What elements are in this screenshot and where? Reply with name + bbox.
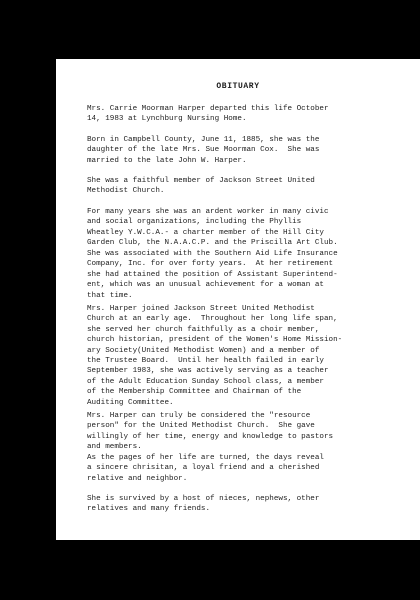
document-page: [56, 59, 420, 540]
document-title: OBITUARY: [216, 82, 260, 91]
paragraph-career: She was associated with the Southern Aid Life Insurance Company, Inc. for over forty years. At her retirement she had attained the position of Assistant Superintend- ent, which was an unusual achievement for a woman at that time.: [87, 250, 338, 300]
paragraph-membership: She was a faithful member of Jackson Street United Methodist Church.: [87, 177, 315, 196]
paragraph-church-service: Mrs. Harper joined Jackson Street United Methodist Church at an early age. Throughout her long life span, she served her church faithfully as a choir member, church historian, president of the Women's Home Mission- ary Society(United Methodist Women) and a member of the Trustee Board. Until her health failed in early September 1983, she was actively serving as a teacher of the Adult Education Sunday School class, a member of the Membership Committee and Chairman of the Auditing Committee.: [87, 305, 343, 407]
paragraph-legacy: As the pages of her life are turned, the days reveal a sincere chrisitan, a loyal friend and a cherished relative and neighbor.: [87, 454, 324, 483]
paragraph-resource-person: Mrs. Harper can truly be considered the "resource person" for the United Methodist Church. She gave willingly of her time, energy and knowledge to pastors and members.: [87, 412, 334, 452]
paragraph-birth: Born in Campbell County, June 11, 1885, she was the daughter of the late Mrs. Sue Moorman Cox. She was married to the late John W. Harper.: [87, 136, 320, 165]
paragraph-death-notice: Mrs. Carrie Moorman Harper departed this life October 14, 1983 at Lynchburg Nursing Home.: [87, 105, 329, 124]
paragraph-organizations: For many years she was an ardent worker in many civic and social organizations, including the Phyllis Wheatley Y.W.C.A.- a charter member of the Hill City Garden Club, the N.A.A.C.P. and the Priscilla Art Club.: [87, 208, 338, 248]
paragraph-survivors: She is survived by a host of nieces, nephews, other relatives and many friends.: [87, 495, 320, 514]
